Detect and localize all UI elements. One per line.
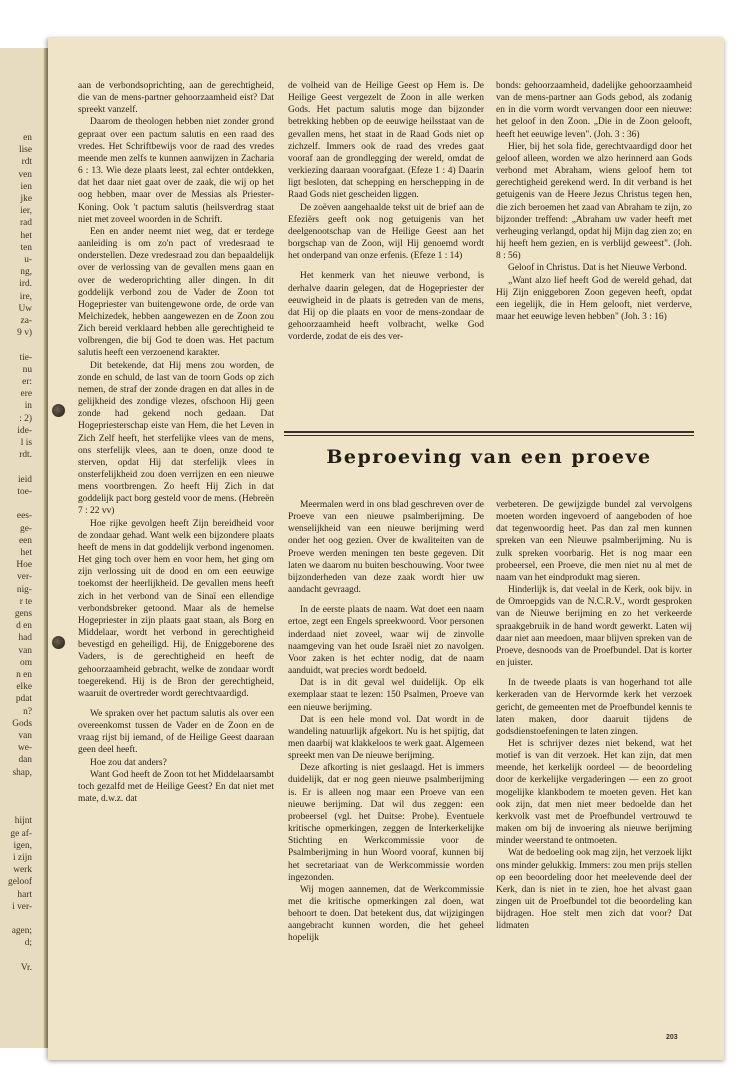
paragraph: In de eerste plaats de naam. Wat doet een naam ertoe, zegt een Engels spreekwoord. Voor personen inderdaad niet zoveel, waar wij de zinvolle naamgeving van het oude Israël niet zo navolgen. Voor zaken is het echter nodig, dat de naam aanduidt, wat precies wordt bedoeld. (288, 605, 484, 677)
previous-page-line: ge- (20, 523, 32, 534)
previous-page-line (0, 461, 44, 473)
previous-page-line (0, 498, 44, 510)
page-number: 203 (666, 1034, 678, 1041)
previous-page-line: er: (22, 377, 32, 388)
section-rule-thick (284, 431, 694, 433)
paragraph: Geloof in Christus. Dat is het Nieuwe Verbond. (508, 263, 687, 274)
previous-page-line: dan (18, 755, 32, 766)
previous-page-line: Vr. (20, 962, 32, 973)
previous-page-line: we- (17, 743, 32, 754)
previous-page-line: d en (16, 621, 32, 632)
previous-page-line: shap, (12, 767, 32, 778)
previous-page-line: rdt (21, 157, 32, 168)
paragraph: Dat is een hele mond vol. Dat wordt in de wandeling natuurlijk afgekort. Nu is het spijtig, dat men daarbij wat klakkeloos te werk gaat. Algemeen spreekt men van De nieuwe berijming. (288, 714, 484, 762)
article2-column-right (496, 499, 692, 932)
previous-page-line: tie- (19, 352, 32, 363)
previous-page-line: in (24, 401, 32, 412)
previous-page-line: gens (14, 608, 32, 619)
previous-page-line: ieid (17, 474, 32, 485)
previous-page-line: ird. (19, 279, 32, 290)
previous-page-line: l is (20, 438, 32, 449)
previous-page-line (0, 803, 44, 815)
punch-hole-icon (52, 404, 65, 417)
previous-page-line: hart (17, 889, 32, 900)
paragraph: In de tweede plaats is van hogerhand tot alle kerkeraden van de Hervormde kerk het verzoek gericht, de gemeenten met de Proefbundel kennis te laten maken, door daaruit tijdens de godsdienstoefeningen te laten zingen. (496, 678, 692, 737)
previous-page-line: om (20, 657, 32, 668)
previous-page-line: : 2) (19, 413, 32, 424)
previous-page-line: en (23, 133, 32, 143)
previous-page-line: geloof (8, 877, 32, 888)
paragraph: Het is schrijver dezes niet bekend, wat het motief is van dit verzoek. Het kan zijn, dat men meende, het kerkelijk oordeel — de beoordeling door de kerkelijke vergaderingen — een zo groot mogelijke klankbodem te moeten geven. Het kan ook zijn, dat men niet meer bedoelde dan het kerkvolk vast met de Proefbundel vertrouwd te maken om bij de invoering als nieuwe berijming minder weerstand te ontmoeten. (496, 738, 692, 847)
previous-page-edge (0, 48, 50, 1048)
section-rule-thin (284, 435, 694, 436)
paragraph: Hoe rijke gevolgen heeft Zijn bereidheid voor de zondaar gehad. Want welk een bijzondere plaats heeft de mens in dat goddelijk verbond ingenomen. Het ging toch over hem en voor hem, het ging om zijn verlossing uit de dood en om een eeuwige toekomst der heerlijkheid. De gevallen mens heeft zich in het verbond van de Sinaï een ellendige verbondsbreker getoond. Maar als de hemelse Hogepriester in zijn plaats gaat staan, als Borg en Middelaar, wordt het verbond in gerechtigheid bevestigd en geheiligd. Hij, de Eniggeborene des Vaders, is de gerechtigheid en heeft de gehoorzaamheid gebracht, welke de zondaar wordt toegerekend. Hij is de Bron der gerechtigheid, waaruit de overtreder wordt gerechtvaardigd. (78, 518, 274, 699)
paragraph: de volheid van de Heilige Geest op Hem is. De Heilige Geest vergezelt de Zoon in alle werken Gods. Het pactum salutis moge dan bijzonder betrekking hebben op de eeuwige heilsstaat van de gevallen mens, het staat in de Raad Gods niet op zichzelf. Immers ook de raad des vredes gaat vooraf aan de grondlegging der wereld, omdat de verkiezing daaraan voorafgaat. (Efeze 1 : 4) Daarin ligt besloten, dat schepping en herschepping in de Raad Gods niet gescheiden liggen. (288, 81, 484, 201)
paragraph: Daarom de theologen hebben niet zonder grond gepraat over een pactum salutis en een raad des vredes. Het Schriftbewijs voor de raad des vredes meende men zelfs te kunnen aanwijzen in Zacharia 6 : 13. Wie deze plaats leest, zal echter ontdekken, dat het daar niet gaat over de zaak, die wij op het oog hebben, maar over de Messias als Priester-Koning. Ook 't pactum salutis (heilsverdrag staat niet met zoveel woorden in de Schrift. (78, 117, 274, 225)
previous-page-line: elke (16, 682, 32, 693)
previous-page-line: nu (22, 364, 32, 375)
previous-page-line: lise (18, 145, 32, 156)
punch-hole-icon (52, 636, 65, 649)
previous-page-line (0, 913, 44, 925)
previous-page-line: i ver- (12, 901, 32, 912)
previous-page-line: 9 v) (17, 328, 32, 339)
paragraph: aan de verbondsoprichting, aan de gerechtigheid, die van de mens-partner gehoorzaamheid eist? Dat spreekt vanzelf. (78, 81, 274, 116)
previous-page-line: za- (20, 316, 32, 327)
previous-page-line (0, 791, 44, 803)
previous-page-line: van (18, 730, 32, 741)
article2-headline: Beproeving van een proeve (326, 446, 652, 468)
paragraph: Hinderlijk is, dat veelal in de Kerk, ook bijv. in de Omroepgids van de N.C.R.V., wordt gesproken van de Nieuwe berijming en zo het verkeerde spraakgebruik in de hand wordt gewerkt. Laten wij daar niet aan meedoen, maar blijven spreken van de Proeve, desnoods van de Proefbundel. Dat is korter en juister. (496, 585, 692, 669)
paragraph: Hier, bij het sola fide, gerechtvaardigd door het geloof alleen, worden we alzo herinnerd aan Gods verbond met Abraham, wiens geloof hem tot gerechtigheid gerekend werd. In dit verband is het getuigenis van de Heere Jezus Christus tegen hen, die zich beroemen het zaad van Abraham te zijn, zo bijzonder treffend: „Abraham uw vader heeft met verheuging verlangd, opdat hij Mijn dag zien zo; en hij heeft hem gezien, en is verblijd geweest". (Joh. 8 : 56) (496, 141, 692, 262)
paragraph: Want God heeft de Zoon tot het Middelaarsambt toch gezalfd met de Heilige Geest? En dat niet met mate, d.w.z. dat (78, 769, 274, 805)
previous-page-line: d; (24, 938, 32, 949)
previous-page-line: ire, (19, 291, 32, 302)
previous-page-line (0, 339, 44, 351)
previous-page-line: ge af- (10, 828, 32, 839)
paragraph: Een en ander neemt niet weg, dat er terdege aanleiding is om zo'n pact of vredesraad te onderstellen. Deze vredesraad zou dan bepaaldelijk over de verlossing van de gevallen mens gaan en over de wederoprichting aller dingen. In dit goddelijk verbond zou de Vader de Zoon tot Hogepriester van buitengewone orde, de orde van Melchizedek, hebben aangewezen en de Zoon zou Zich bereid verklaard hebben alle gerechtigheid te volbrengen, die bij God te doen was. Het pactum salutis heeft een verzoenend karakter. (78, 226, 274, 359)
previous-page-line: ere (20, 389, 32, 400)
previous-page-line: agen; (11, 926, 32, 937)
previous-page-line: het (20, 547, 32, 558)
previous-page-line: i zijn (12, 852, 32, 863)
previous-page-line: u- (24, 255, 32, 266)
previous-page-line: Uw (18, 303, 32, 314)
previous-page-line: ver- (17, 572, 32, 583)
previous-page-line: werk (13, 865, 32, 876)
article2-column-left (288, 499, 484, 945)
previous-page-line: ven (18, 169, 32, 180)
previous-page-line: ien (20, 181, 32, 192)
previous-page-line: ees- (16, 511, 32, 522)
paragraph: Wat de bedoeling ook mag zijn, het verzoek lijkt ons minder gelukkig. Immers: zou men prijs stellen op een beoordeling door het meelevende deel der Kerk, dan is niet in te zien, hoe het alvast gaan zingen uit de Proefbundel tot die beoordeling kan bijdragen. Hoe stelt men zich dat voor? Dat lidmaten (496, 848, 692, 932)
paragraph: Meermalen werd in ons blad geschreven over de Proeve van een nieuwe psalmberijming. De wenselijkheid van een nieuwe berijming werd onder het oog gezien. Over de kwaliteiten van de Proeve werden meningen ten beste gegeven. Dit laten we daarom nu buiten beschouwing. Voor twee bijzonderheden van deze zaak wordt hier uw aandacht gevraagd. (288, 500, 484, 596)
article1-column-1 (78, 80, 274, 805)
paragraph: verbeteren. De gewijzigde bundel zal vervolgens moeten worden ingevoerd of aangeboden of hoe dat tegenwoordig heet. Pas dan zal men kunnen spreken van een Nieuwe psalmberijming. Nu is zulk spreken voorbarig. Het is nog maar een probeersel, een Proeve, die men niet nu al met de naam van het eindprodukt mag sieren. (496, 500, 692, 583)
previous-page-line: nig- (16, 584, 32, 595)
previous-page-line: igen, (13, 840, 32, 851)
paragraph: We spraken over het pactum salutis als over een overeenkomst tussen de Vader en de Zoon en de vraag rijst bij iemand, of de Heilige Geest daaraan geen deel heeft. (78, 708, 274, 756)
previous-page-line: n? (23, 706, 32, 717)
paragraph: De zoëven aangehaalde tekst uit de brief aan de Efeziërs geeft ook nog getuigenis van het deelgenootschap van de Heilige Geest aan het borgschap van de Zoon, wijl Hij genoemd wordt het onderpand van onze erfenis. (Efeze 1 : 14) (288, 202, 484, 262)
previous-page-line: rad (20, 218, 32, 229)
previous-page-line: pdat (15, 694, 32, 705)
previous-page-line: een (18, 535, 32, 546)
paragraph: Deze afkorting is niet geslaagd. Het is immers duidelijk, dat er nog geen nieuwe psalmberijming is. Er is alleen nog maar een Proeve van een nieuwe berijming. Dat wil dus zeggen: een probeersel (vgl. het Duitse: Probe). Eventuele kritische opmerkingen, zeggen de Interkerkelijke Stichting en Werkcommissie voor de Psalmberijming in hun Woord vooraf, kunnen bij het secretariaat van de Werkcommissie worden ingezonden. (288, 763, 484, 883)
paragraph: Dit betekende, dat Hij mens zou worden, de zonde en schuld, de last van de toorn Gods op zich nemen, de straf der zonde dragen en dat alles in de gelijkheid des zondige vlezes, ofschoon Hij geen zonde had gekend noch gedaan. Dat Hogepriesterschap eiste van Hem, die het Leven in Zich Zelf heeft, het sterfelijke vlees van de mens, ons sterfelijk vlees, aan te doen, onze dood te sterven, opdat Hij dat sterfelijk vlees in onsterfelijkheid zou doen verrijzen en een nieuwe mens voortbrengen. Zo heeft Hij Zich in dat goddelijk pact borg gesteld voor de mens. (Hebreën 7 : 22 vv) (78, 360, 274, 517)
previous-page-line: van (18, 645, 32, 656)
previous-page-line: r te (19, 596, 32, 607)
previous-page-line: toe- (17, 486, 32, 497)
paragraph: Wij mogen aannemen, dat de Werkcommissie met die kritische opmerkingen zal doen, wat behoort te doen. Dat betekent dus, dat wijzigingen aangebracht kunnen worden, die het geheel hopelijk (288, 884, 484, 944)
previous-page-line (0, 779, 44, 791)
previous-page-line: ten (20, 242, 32, 253)
paragraph: bonds: gehoorzaamheid, dadelijke gehoorzaamheid van de mens-partner aan Gods gebod, als zodanig en in die vorm wordt vervangen door een nieuwe: het geloof in den Zoon. „Die in de Zoon gelooft, heeft het eeuwige leven". (Joh. 3 : 36) (496, 81, 692, 140)
article1-column-2 (288, 80, 484, 343)
previous-page-line: n en (16, 669, 32, 680)
previous-page-line: ide- (17, 425, 32, 436)
previous-page-line: Hoe (16, 560, 32, 571)
magazine-page (48, 38, 724, 1060)
previous-page-line: hijnt (14, 816, 32, 827)
previous-page-line: Gods (12, 718, 32, 729)
previous-page-line: rdt. (19, 450, 32, 461)
previous-page-line: had (18, 633, 32, 644)
previous-page-line: jke (20, 194, 32, 205)
article1-column-3 (496, 80, 692, 323)
paragraph: Hoe zou dat anders? (90, 757, 167, 768)
previous-page-line: ier, (20, 206, 32, 217)
paragraph: Het kenmerk van het nieuwe verbond, is derhalve daarin gelegen, dat de Hogepriester der eeuwigheid in de plaats is getreden van de mens, dat Hij op die plaats en voor de mens-zondaar de gehoorzaamheid heeft volbracht, welke God vorderde, zodat de eis des ver- (288, 271, 484, 343)
previous-page-line: het (20, 230, 32, 241)
previous-page-line: ng, (20, 267, 32, 278)
paragraph: Dat is in dit geval wel duidelijk. Op elk exemplaar staat te lezen: 150 Psalmen, Proeve van een nieuwe berijming. (288, 678, 484, 713)
paragraph: „Want alzo lief heeft God de wereld gehad, dat Hij Zijn eniggeboren Zoon gegeven heeft, opdat een iegelijk, die in Hem gelooft, niet verderve, maar het eeuwige leven hebben" (Joh. 3 : 16) (496, 275, 692, 322)
previous-page-line (0, 950, 44, 962)
